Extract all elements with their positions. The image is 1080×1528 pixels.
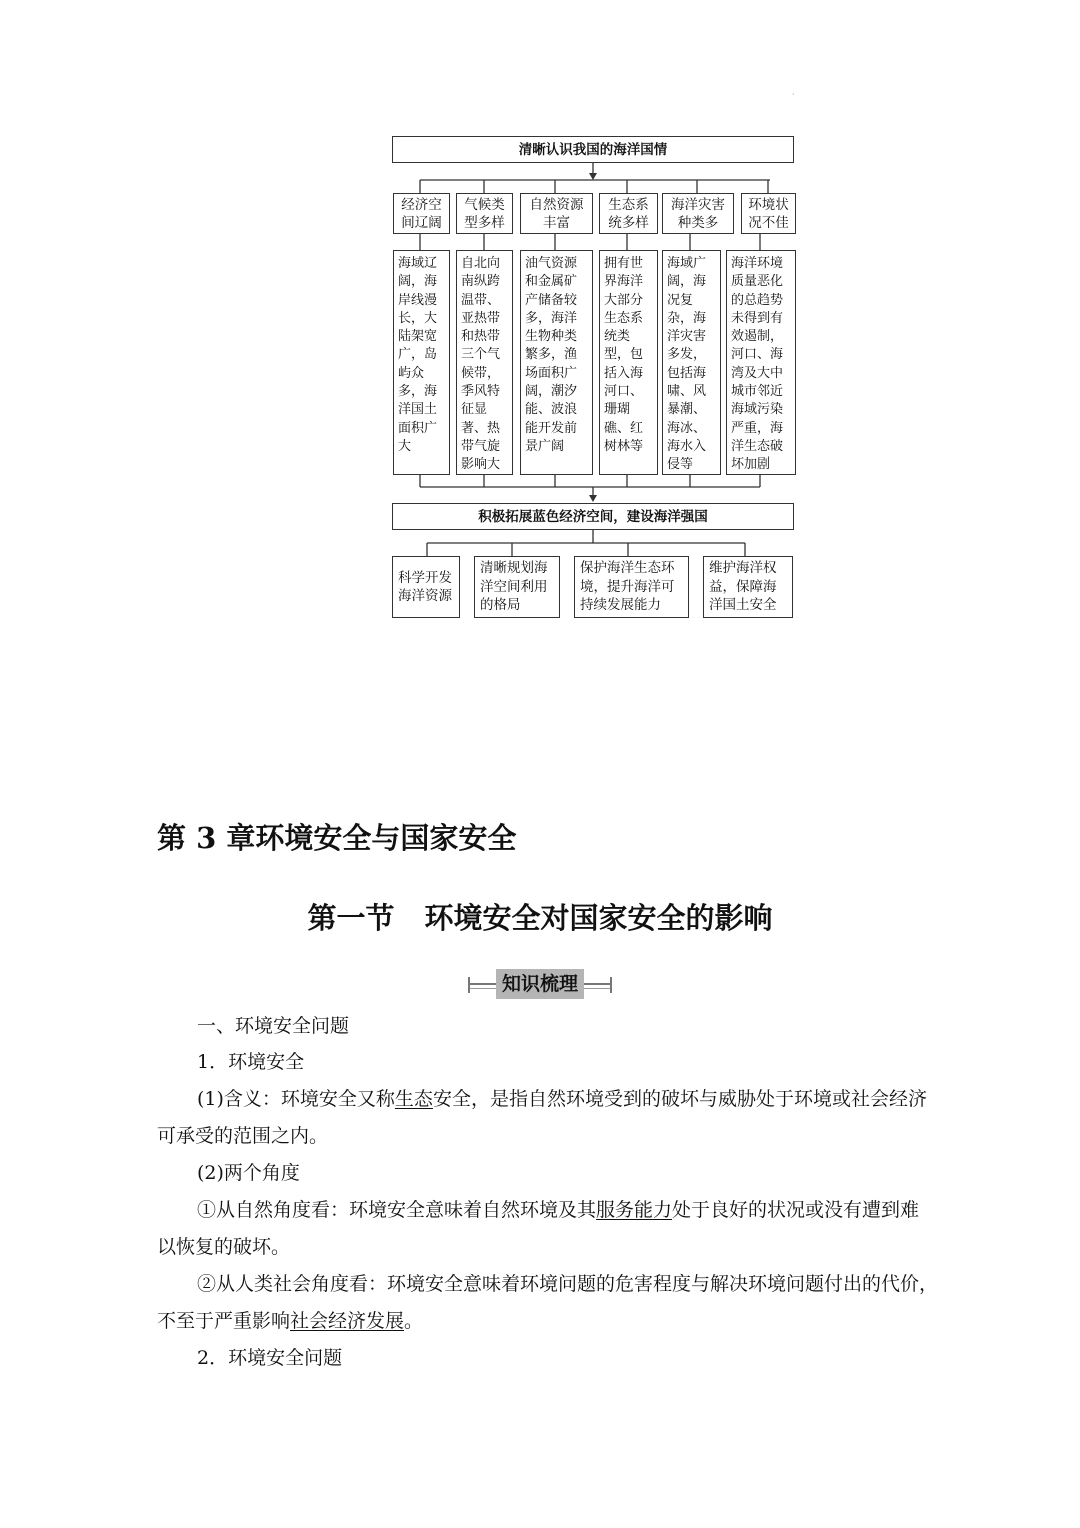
badge-label: 知识梳理 [496,969,584,999]
middle-box: 积极拓展蓝色经济空间，建设海洋强国 [392,503,794,530]
subheading-env-security: 1．环境安全 [197,1051,305,1073]
detail-box-economic-space: 海域辽阔，海岸线漫长，大陆架宽广，岛屿众多，海洋国土面积广大 [393,250,450,475]
detail-box-climate: 自北向南纵跨温带、亚热带和热带三个气候带，季风特征显著、热带气旋影响大 [456,250,513,475]
knowledge-badge [468,969,612,999]
action-box-plan-space: 清晰规划海洋空间利用的格局 [474,556,560,618]
paragraph-definition-cont: 可承受的范围之内。 [157,1125,329,1147]
detail-box-ecosystem: 拥有世界海洋大部分生态系统类型，包括入海河口、珊瑚礁、红树林等 [599,250,658,475]
detail-box-disasters: 海域广阔，海况复杂，海洋灾害多发，包括海啸、风暴潮、海冰、海水入侵等 [662,250,721,475]
answer-blank: 服务能力 [596,1199,673,1221]
paragraph-natural-angle-cont: 以恢复的破坏。 [157,1236,291,1258]
paragraph-social-angle-cont: 不至于严重影响社会经济发展。 [157,1310,424,1332]
category-box-resources: 自然资源丰富 [520,193,593,234]
paragraph-social-angle: ②从人类社会角度看：环境安全意味着环境问题的危害程度与解决环境问题付出的代价， [197,1273,939,1295]
paragraph-definition: (1)含义：环境安全又称生态安全，是指自然环境受到的破坏与威胁处于环境或社会经济 [197,1088,927,1110]
paragraph-natural-angle: ①从自然角度看：环境安全意味着自然环境及其服务能力处于良好的状况或没有遭到难 [197,1199,920,1221]
heading-env-security-issues: 一、环境安全问题 [197,1015,350,1037]
answer-blank: 社会经济发展 [290,1310,405,1332]
category-box-disasters: 海洋灾害种类多 [662,193,734,234]
chapter-title: 第 3 章环境安全与国家安全 [157,821,517,855]
section-number: 第一节 [307,901,395,935]
scan-dot: · [792,90,795,99]
detail-box-environment: 海洋环境质量恶化的总趋势未得到有效遏制，河口、海湾及大中城市邻近海域污染严重，海洋生态破坏加剧 [726,250,796,475]
action-box-protect-ecology: 保护海洋生态环境，提升海洋可持续发展能力 [574,556,689,618]
action-box-develop-resources: 科学开发海洋资源 [392,556,460,618]
action-box-maintain-rights: 维护海洋权益，保障海洋国土安全 [703,556,793,618]
section-title [0,896,1080,937]
top-box: 清晰认识我国的海洋国情 [392,136,794,163]
ocean-situation-diagram [0,0,1080,640]
detail-box-resources: 油气资源和金属矿产储备较多，海洋生物种类繁多，渔场面积广阔，潮汐能、波浪能开发前景广阔 [520,250,593,475]
section-heading: 环境安全对国家安全的影响 [424,901,773,935]
answer-blank: 生态 [394,1088,433,1110]
category-box-environment: 环境状况不佳 [741,193,796,234]
category-box-climate: 气候类型多样 [456,193,513,234]
subheading-env-security-problems: 2．环境安全问题 [197,1347,343,1369]
subheading-two-angles: (2)两个角度 [197,1162,300,1184]
category-box-economic-space: 经济空间辽阔 [393,193,450,234]
category-box-ecosystem: 生态系统多样 [599,193,658,234]
